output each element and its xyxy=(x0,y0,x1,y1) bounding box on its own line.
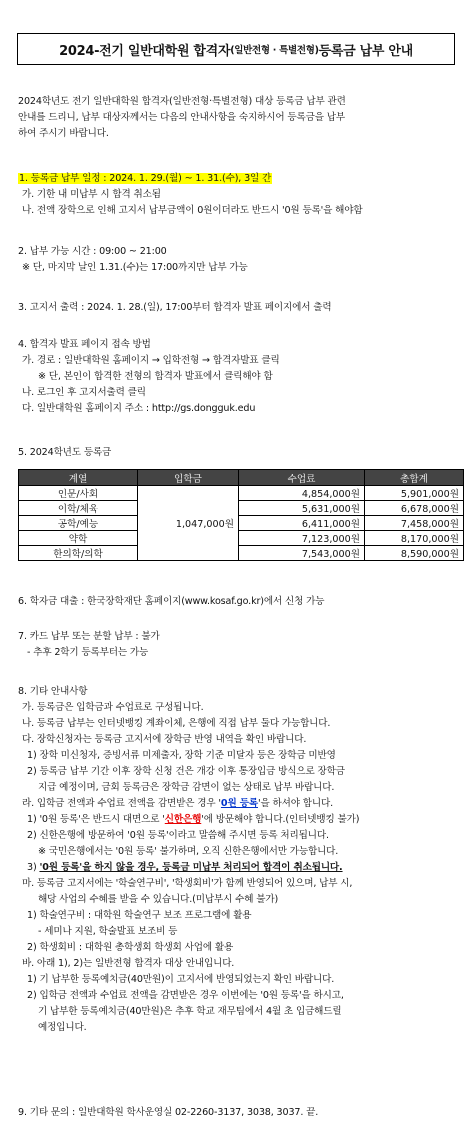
tuition-cell: 4,854,000원 xyxy=(239,486,365,501)
col-field: 계열 xyxy=(19,470,138,486)
page-title xyxy=(17,33,455,65)
tuition-cell: 7,543,000원 xyxy=(239,546,365,561)
section-1-heading: 1. 등록금 납부 일정 : 2024. 1. 29.(월) ~ 1. 31.(수), 3일 간 xyxy=(19,173,272,184)
col-tuition: 수업료 xyxy=(239,470,365,486)
section-8-item-b: 나. 등록금 납부는 인터넷뱅킹 계좌이체, 은행에 직접 납부 둘다 가능합니다. xyxy=(22,718,331,729)
section-8-item-e3: 1) 학술연구비 : 대학원 학술연구 보조 프로그램에 활용 xyxy=(27,910,252,921)
intro-line-3: 하여 주시기 바랍니다. xyxy=(18,128,109,139)
field-cell: 한의학/의학 xyxy=(19,546,138,561)
section-8-item-c2b: 지급 예정이며, 금회 등록금은 장학금 감면이 없는 상태로 납부 바랍니다. xyxy=(38,782,335,793)
cancellation-warning: '0원 등록'을 하지 않을 경우, 등록금 미납부 처리되어 합격이 취소됩니다. xyxy=(39,862,343,873)
section-7-note: - 추후 2학기 등록부터는 가능 xyxy=(27,647,149,658)
section-8-item-c1: 1) 장학 미신청자, 증빙서류 미제출자, 장학 기준 미달자 등은 장학금 미반영 xyxy=(27,750,336,761)
section-8-item-e3-note: - 세미나 지원, 학술발표 보조비 등 xyxy=(38,926,178,937)
title-paren: (일반전형 · 특별전형) xyxy=(230,45,319,56)
total-cell: 8,590,000원 xyxy=(365,546,464,561)
field-cell: 이학/체육 xyxy=(19,501,138,516)
section-8-item-f1: 1) 기 납부한 등록예치금(40만원)이 고지서에 반영되었는지 확인 바랍니다. xyxy=(27,974,335,985)
section-8-item-d2: 2) 신한은행에 방문하여 '0원 등록'이라고 말씀해 주시면 등록 처리됩니다. xyxy=(27,830,329,841)
section-8-item-d: 라. 입학금 전액과 수업료 전액을 감면받은 경우 '0원 등록'을 하셔야 합니다. xyxy=(22,798,334,809)
section-8-note: ※ 국민은행에서는 '0원 등록' 불가하며, 오직 신한은행에서만 가능합니다. xyxy=(38,846,339,857)
section-6-heading: 6. 학자금 대출 : 한국장학재단 홈페이지(www.kosaf.go.kr)에서 신청 가능 xyxy=(18,596,325,607)
total-cell: 8,170,000원 xyxy=(365,531,464,546)
tuition-table-header xyxy=(19,470,464,486)
section-4-note: ※ 단, 본인이 합격한 전형의 합격자 발표에서 클릭해야 함 xyxy=(38,371,273,382)
section-8-item-d3: 3) '0원 등록'을 하지 않을 경우, 등록금 미납부 처리되어 합격이 취소됩니다. xyxy=(27,862,343,873)
section-8-item-e1: 마. 등록금 고지서에는 '학술연구비', '학생회비'가 함께 반영되어 있으며, 납부 시, xyxy=(22,878,353,889)
intro-line-1: 2024학년도 전기 일반대학원 합격자(일반전형·특별전형) 대상 등록금 납부 관련 xyxy=(18,96,346,107)
zero-registration-highlight: 0원 등록 xyxy=(220,798,258,809)
section-4-item-c: 다. 일반대학원 홈페이지 주소 : http://gs.dongguk.edu xyxy=(22,403,256,414)
section-8-item-e4: 2) 학생회비 : 대학원 총학생회 학생회 사업에 활용 xyxy=(27,942,234,953)
table-row xyxy=(19,486,464,501)
section-1-item-b: 나. 전액 장학으로 인해 고지서 납부금액이 0원이더라도 반드시 '0원 등록'을 해야함 xyxy=(22,205,363,216)
section-8-item-f2a: 2) 입학금 전액과 수업료 전액을 감면받은 경우 이번에는 '0원 등록'을 하시고, xyxy=(27,990,344,1001)
section-5-heading: 5. 2024학년도 등록금 xyxy=(18,447,112,458)
section-4-item-a: 가. 경로 : 일반대학원 홈페이지 → 입학전형 → 합격자발표 클릭 xyxy=(22,355,280,366)
section-8-item-c: 다. 장학신청자는 등록금 고지서에 장학금 반영 내역을 확인 바랍니다. xyxy=(22,734,307,745)
section-8-item-f2b: 기 납부한 등록예치금(40만원)은 추후 학교 재무팀에서 4월 초 입금해드릴 xyxy=(38,1006,342,1017)
table-row xyxy=(19,531,464,546)
section-2-note: ※ 단, 마지막 날인 1.31.(수)는 17:00까지만 납부 가능 xyxy=(22,262,248,273)
section-8-heading: 8. 기타 안내사항 xyxy=(18,686,88,697)
title-main: 2024-전기 일반대학원 합격자 xyxy=(59,43,231,59)
field-cell: 약학 xyxy=(19,531,138,546)
total-cell: 5,901,000원 xyxy=(365,486,464,501)
tuition-cell: 7,123,000원 xyxy=(239,531,365,546)
section-8-item-f: 바. 아래 1), 2)는 일반전형 합격자 대상 안내입니다. xyxy=(22,958,235,969)
section-3-heading: 3. 고지서 출력 : 2024. 1. 28.(일), 17:00부터 합격자 발표 페이지에서 출력 xyxy=(18,302,332,313)
field-cell: 공학/예능 xyxy=(19,516,138,531)
tuition-table xyxy=(18,469,464,561)
admission-fee-cell: 1,047,000원 xyxy=(138,486,239,561)
table-row xyxy=(19,516,464,531)
shinhan-bank-highlight: 신한은행 xyxy=(164,814,202,825)
col-admission: 입학금 xyxy=(138,470,239,486)
col-total: 총합계 xyxy=(365,470,464,486)
total-cell: 7,458,000원 xyxy=(365,516,464,531)
section-8-item-d1: 1) '0원 등록'은 반드시 대면으로 '신한은행'에 방문해야 합니다.(인터넷뱅킹 불가) xyxy=(27,814,360,825)
section-4-heading: 4. 합격자 발표 페이지 접속 방법 xyxy=(18,339,151,350)
section-4-item-b: 나. 로그인 후 고지서출력 클릭 xyxy=(22,387,146,398)
tuition-cell: 6,411,000원 xyxy=(239,516,365,531)
tuition-cell: 5,631,000원 xyxy=(239,501,365,516)
section-8-item-c2a: 2) 등록금 납부 기간 이후 장학 신청 건은 개강 이후 통장입금 방식으로 장학금 xyxy=(27,766,345,777)
section-1-item-a: 가. 기한 내 미납부 시 합격 취소됨 xyxy=(22,189,161,200)
section-8-item-e2: 해당 사업의 수혜를 받을 수 있습니다.(미납부시 수혜 불가) xyxy=(38,894,279,905)
table-row xyxy=(19,501,464,516)
field-cell: 인문/사회 xyxy=(19,486,138,501)
section-8-item-a: 가. 등록금은 입학금과 수업료로 구성됩니다. xyxy=(22,702,204,713)
title-suffix: 등록금 납부 안내 xyxy=(318,43,413,59)
section-9-contact: 9. 기타 문의 : 일반대학원 학사운영실 02-2260-3137, 3038, 3037. 끝. xyxy=(18,1107,319,1118)
intro-line-2: 안내를 드리니, 납부 대상자께서는 다음의 안내사항을 숙지하시어 등록금을 납부 xyxy=(18,112,345,123)
section-8-item-f2c: 예정입니다. xyxy=(38,1022,87,1033)
section-7-heading: 7. 카드 납부 또는 분할 납부 : 불가 xyxy=(18,631,160,642)
table-row xyxy=(19,546,464,561)
section-2-heading: 2. 납부 가능 시간 : 09:00 ~ 21:00 xyxy=(18,246,167,257)
total-cell: 6,678,000원 xyxy=(365,501,464,516)
